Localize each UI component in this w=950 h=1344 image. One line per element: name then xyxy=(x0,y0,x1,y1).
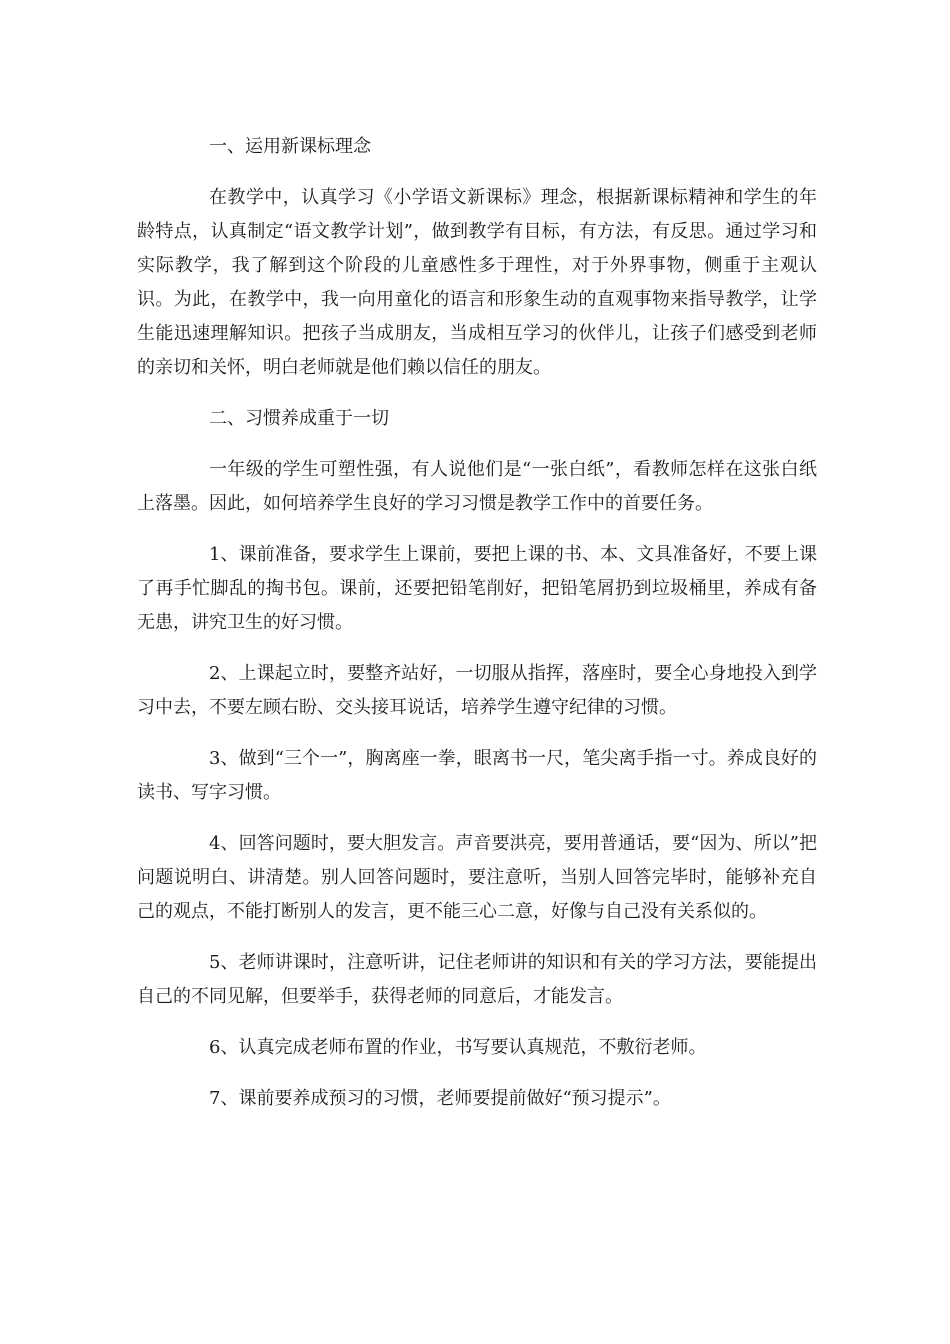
document-content xyxy=(137,130,817,1133)
list-item-5: 5、老师讲课时，注意听讲，记住老师讲的知识和有关的学习方法，要能提出自己的不同见解，但要举手，获得老师的同意后，才能发言。 xyxy=(137,952,817,1007)
list-item-1: 1、课前准备，要求学生上课前，要把上课的书、本、文具准备好，不要上课了再手忙脚乱的掏书包。课前，还要把铅笔削好，把铅笔屑扔到垃圾桶里，养成有备无患，讲究卫生的好习惯。 xyxy=(137,544,817,633)
list-item-7: 7、课前要养成预习的习惯，老师要提前做好“预习提示”。 xyxy=(209,1088,671,1109)
section-heading-1: 一、运用新课标理念 xyxy=(209,136,371,157)
list-item-6: 6、认真完成老师布置的作业，书写要认真规范，不敷衍老师。 xyxy=(209,1037,707,1058)
list-item-2: 2、上课起立时，要整齐站好，一切服从指挥，落座时，要全心身地投入到学习中去，不要左顾右盼、交头接耳说话，培养学生遵守纪律的习惯。 xyxy=(137,663,817,718)
paragraph-1: 在教学中，认真学习《小学语文新课标》理念，根据新课标精神和学生的年龄特点，认真制定“语文教学计划”，做到教学有目标，有方法，有反思。通过学习和实际教学，我了解到这个阶段的儿童感性多于理性，对于外界事物，侧重于主观认识。为此，在教学中，我一向用童化的语言和形象生动的直观事物来指导教学，让学生能迅速理解知识。把孩子当成朋友，当成相互学习的伙伴儿，让孩子们感受到老师的亲切和关怀，明白老师就是他们赖以信任的朋友。 xyxy=(137,187,817,378)
paragraph-2: 一年级的学生可塑性强，有人说他们是“一张白纸”，看教师怎样在这张白纸上落墨。因此，如何培养学生良好的学习习惯是教学工作中的首要任务。 xyxy=(137,459,817,514)
list-item-3: 3、做到“三个一”，胸离座一拳，眼离书一尺，笔尖离手指一寸。养成良好的读书、写字习惯。 xyxy=(137,748,817,803)
section-heading-2: 二、习惯养成重于一切 xyxy=(209,408,389,429)
list-item-4: 4、回答问题时，要大胆发言。声音要洪亮，要用普通话，要“因为、所以”把问题说明白、讲清楚。别人回答问题时，要注意听，当别人回答完毕时，能够补充自己的观点，不能打断别人的发言，更不能三心二意，好像与自己没有关系似的。 xyxy=(137,833,817,922)
